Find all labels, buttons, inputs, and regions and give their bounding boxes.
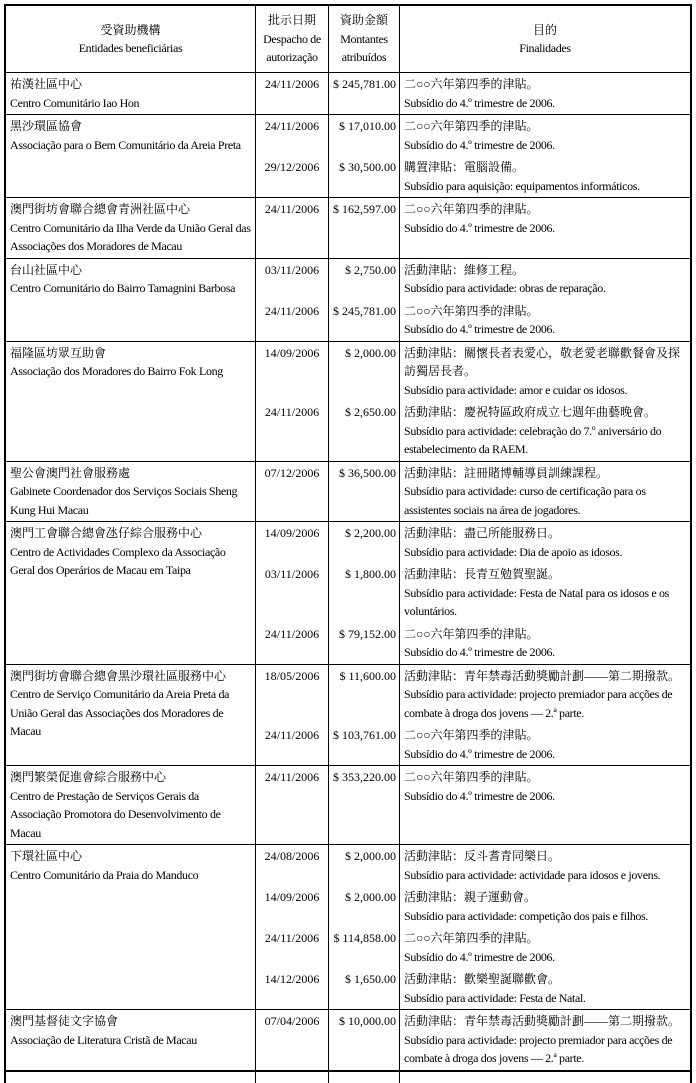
grant-amount: $ 1,800.00: [329, 563, 400, 623]
grant-purpose: [400, 766, 690, 844]
purpose-zh: 活動津貼：歡樂聖誕聯歡會。: [404, 972, 561, 986]
grant-amount: $ 114,858.00: [329, 927, 400, 968]
grant-amount: $ 36,500.00: [329, 462, 400, 522]
grant-purpose: [400, 886, 690, 927]
col-header-date: [256, 6, 329, 72]
cutoff-amount-cell: [329, 1072, 400, 1083]
entity-name-zh: 澳門街坊會聯合總會黑沙環社區服務中心: [10, 668, 227, 683]
grant-purpose: [400, 198, 690, 258]
grant-date: 24/11/2006: [256, 927, 329, 968]
grant-amount: $ 10,000.00: [329, 1010, 400, 1070]
entity-name-zh: 聖公會澳門社會服務處: [10, 465, 131, 480]
purpose-zh: 二○○六年第四季的津貼。: [404, 626, 539, 641]
entity-cell: [6, 766, 256, 844]
purpose-zh: 活動津貼：維修工程。: [404, 262, 525, 277]
table-row: [6, 198, 690, 259]
grant-date: 24/11/2006: [256, 115, 329, 156]
purpose-zh: 活動津貼：青年禁毒活動獎勵計劃——第二期撥款。: [404, 1014, 681, 1028]
table-body: [6, 73, 690, 1072]
purpose-pt: Subsídio para aquisição: equipamentos informáticos.: [404, 178, 640, 193]
grant-purpose: [400, 1010, 690, 1070]
grant-amount: $ 103,761.00: [329, 724, 400, 765]
table-row: [6, 845, 690, 1010]
grant-amount: $ 245,781.00: [329, 300, 400, 341]
grant-date: 24/11/2006: [256, 300, 329, 341]
entity-cell: [6, 845, 256, 1009]
entity-name-pt: Centro de Serviço Comunitário da Areia Preta da União Geral das Associações dos Moradores de Macau: [10, 687, 230, 738]
grant-amount: $ 2,000.00: [329, 845, 400, 886]
grant-amount: $ 1,650.00: [329, 968, 400, 1009]
purpose-zh: 活動津貼：註冊賭博輔導員訓練課程。: [404, 465, 609, 480]
entity-name-pt: Centro Comunitário do Bairro Tamagnini Barbosa: [10, 281, 236, 295]
purpose-zh: 活動津貼：親子運動會。: [404, 890, 537, 904]
col-header-amount: [329, 6, 400, 72]
grant-date: 14/09/2006: [256, 342, 329, 402]
grant-purpose: [400, 342, 690, 402]
table-row: [6, 665, 690, 767]
purpose-zh: 二○○六年第四季的津貼。: [404, 931, 539, 945]
entity-name-zh: 澳門繁榮促進會綜合服務中心: [10, 770, 167, 784]
purpose-zh: 活動津貼：長青互勉賀聖誕。: [404, 567, 561, 581]
col-header-entity-pt: Entidades beneficiárias: [78, 41, 183, 55]
purpose-pt: Subsídio para actividade: competição dos pais e filhos.: [404, 908, 649, 923]
purpose-pt: Subsídio do 4.º trimestre de 2006.: [404, 220, 555, 235]
grant-date: 24/11/2006: [256, 766, 329, 844]
entity-name-pt: Gabinete Coordenador dos Serviços Sociais Sheng Kung Hui Macau: [10, 484, 238, 517]
purpose-zh: 購置津貼：電腦設備。: [404, 160, 525, 174]
entity-cell: [6, 462, 256, 522]
entity-cell: [6, 73, 256, 114]
purpose-zh: 活動津貼：反斗耆青同樂日。: [404, 849, 561, 863]
cutoff-date-cell: [256, 1072, 329, 1083]
entity-name-pt: Associação dos Moradores do Bairro Fok Long: [10, 364, 223, 378]
cutoff-purpose-cell: [400, 1072, 690, 1083]
col-header-entity: [6, 6, 256, 72]
table-row: [6, 342, 690, 462]
entity-name-pt: Centro Comunitário da Praia do Manduco: [10, 867, 199, 882]
purpose-pt: Subsídio do 4.º trimestre de 2006.: [404, 788, 555, 803]
entity-name-zh: 澳門基督徒文字協會: [10, 1014, 119, 1028]
entity-name-pt: Centro Comunitário Iao Hon: [10, 95, 140, 110]
entity-name-zh: 澳門工會聯合總會氹仔綜合服務中心: [10, 526, 203, 540]
grant-date: 14/12/2006: [256, 968, 329, 1009]
grant-purpose: [400, 156, 690, 197]
purpose-pt: Subsídio do 4.º trimestre de 2006.: [404, 949, 555, 964]
entity-cell: [6, 115, 256, 197]
grant-purpose: [400, 401, 690, 461]
grant-purpose: [400, 522, 690, 563]
grant-amount: $ 245,781.00: [329, 73, 400, 114]
purpose-zh: 二○○六年第四季的津貼。: [404, 77, 539, 91]
purpose-pt: Subsídio do 4.º trimestre de 2006.: [404, 645, 555, 659]
purpose-pt: Subsídio para actividade: obras de reparação.: [404, 281, 606, 295]
grant-purpose: [400, 724, 690, 765]
purpose-pt: Subsídio para actividade: celebração do 7.º aniversário do estabelecimento da RAEM.: [404, 423, 662, 456]
purpose-zh: 活動津貼：關懷長者表愛心，敬老愛老聯歡餐會及探訪獨居長者。: [404, 345, 681, 378]
grant-amount: $ 2,650.00: [329, 401, 400, 461]
purpose-pt: Subsídio para actividade: Festa de Natal.: [404, 990, 586, 1005]
grant-amount: $ 2,000.00: [329, 342, 400, 402]
purpose-zh: 二○○六年第四季的津貼。: [404, 728, 539, 742]
purpose-pt: Subsídio para actividade: Festa de Natal para os idosos e os voluntários.: [404, 585, 669, 618]
grant-amount: $ 17,010.00: [329, 115, 400, 156]
entity-name-zh: 福隆區坊眾互助會: [10, 345, 107, 360]
grant-date: 24/11/2006: [256, 73, 329, 114]
col-header-amount-pt: Montantes atribuídos: [340, 31, 388, 65]
purpose-zh: 活動津貼：慶祝特區政府成立七週年曲藝晚會。: [404, 405, 657, 419]
purpose-pt: Subsídio do 4.º trimestre de 2006.: [404, 746, 555, 761]
cutoff-next-row: [6, 1072, 690, 1083]
grant-amount: $ 353,220.00: [329, 766, 400, 844]
grant-date: 29/12/2006: [256, 156, 329, 197]
grant-purpose: [400, 73, 690, 114]
grant-amount: $ 162,597.00: [329, 198, 400, 258]
purpose-zh: 活動津貼：青年禁毒活動獎勵計劃——第二期撥款。: [404, 668, 681, 683]
grant-date: 03/11/2006: [256, 259, 329, 300]
col-header-entity-zh: 受資助機構: [100, 22, 161, 37]
purpose-zh: 活動津貼：盡己所能服務日。: [404, 526, 561, 540]
purpose-pt: Subsídio para actividade: amor e cuidar os idosos.: [404, 382, 628, 397]
grant-amount: $ 79,152.00: [329, 623, 400, 664]
grant-purpose: [400, 300, 690, 341]
col-header-purpose: [400, 6, 690, 72]
col-header-amount-zh: 資助金額: [339, 13, 388, 28]
purpose-pt: Subsídio para actividade: curso de certificação para os assistentes sociais na área de jogadores.: [404, 484, 646, 517]
purpose-pt: Subsídio do 4.º trimestre de 2006.: [404, 95, 555, 110]
purpose-zh: 二○○六年第四季的津貼。: [404, 770, 539, 784]
grant-date: 18/05/2006: [256, 665, 329, 725]
purpose-pt: Subsídio para actividade: Dia de apoio as idosos.: [404, 544, 623, 559]
purpose-pt: Subsídio para actividade: projecto premiador para acções de combate à droga dos jovens — 2.ª parte.: [404, 687, 673, 720]
entity-name-zh: 祐漢社區中心: [10, 77, 83, 91]
entity-cell: [6, 665, 256, 766]
subsidy-table: [4, 4, 692, 1083]
entity-name-pt: Centro de Actividades Complexo da Associação Geral dos Operários de Macau em Taipa: [10, 544, 226, 577]
grant-date: 03/11/2006: [256, 563, 329, 623]
entity-name-pt: Associação de Literatura Cristã de Macau: [10, 1032, 197, 1047]
grant-date: 14/09/2006: [256, 886, 329, 927]
entity-name-zh: 澳門街坊會聯合總會青洲社區中心: [10, 202, 191, 216]
grant-purpose: [400, 462, 690, 522]
document-page: [0, 4, 696, 1065]
entity-name-zh: 黑沙環區協會: [10, 119, 83, 133]
col-header-purpose-zh: 目的: [532, 22, 557, 37]
purpose-zh: 二○○六年第四季的津貼。: [404, 202, 539, 216]
grant-amount: $ 11,600.00: [329, 665, 400, 725]
entity-name-pt: Associação para o Bem Comunitário da Areia Preta: [10, 137, 241, 152]
cutoff-entity-cell: [6, 1072, 256, 1083]
entity-cell: [6, 1010, 256, 1070]
grant-purpose: [400, 623, 690, 664]
grant-amount: $ 2,000.00: [329, 886, 400, 927]
grant-date: 24/11/2006: [256, 623, 329, 664]
table-header: [6, 6, 690, 73]
table-row: [6, 115, 690, 198]
grant-purpose: [400, 927, 690, 968]
grant-purpose: [400, 115, 690, 156]
col-header-date-pt: Despacho de autorização: [263, 31, 321, 65]
col-header-purpose-pt: Finalidades: [519, 41, 571, 55]
grant-purpose: [400, 665, 690, 725]
grant-date: 07/12/2006: [256, 462, 329, 522]
grant-date: 14/09/2006: [256, 522, 329, 563]
entity-cell: [6, 342, 256, 461]
purpose-pt: Subsídio para actividade: actividade para idosos e jovens.: [404, 867, 661, 882]
entity-cell: [6, 198, 256, 258]
grant-amount: $ 30,500.00: [329, 156, 400, 197]
grant-date: 24/08/2006: [256, 845, 329, 886]
grant-date: 24/11/2006: [256, 401, 329, 461]
purpose-zh: 二○○六年第四季的津貼。: [404, 119, 539, 133]
entity-name-zh: 下環社區中心: [10, 849, 83, 863]
purpose-pt: Subsídio para actividade: projecto premiador para acções de combate à droga dos jovens — 2.ª parte.: [404, 1032, 673, 1065]
purpose-pt: Subsídio do 4.º trimestre de 2006.: [404, 322, 555, 336]
grant-amount: $ 2,200.00: [329, 522, 400, 563]
entity-cell: [6, 522, 256, 664]
table-row: [6, 462, 690, 523]
table-row: [6, 766, 690, 845]
grant-date: 24/11/2006: [256, 198, 329, 258]
table-row: [6, 73, 690, 115]
col-header-date-zh: 批示日期: [267, 13, 316, 28]
entity-cell: [6, 259, 256, 341]
table-row: [6, 1010, 690, 1072]
table-row: [6, 522, 690, 665]
entity-name-pt: Centro Comunitário da Ilha Verde da União Geral das Associações dos Moradores de Macau: [10, 220, 251, 253]
entity-name-pt: Centro de Prestação de Serviços Gerais da Associação Promotora do Desenvolvimento de Macau: [10, 788, 221, 840]
grant-purpose: [400, 563, 690, 623]
grant-purpose: [400, 845, 690, 886]
table-row: [6, 259, 690, 342]
grant-date: 24/11/2006: [256, 724, 329, 765]
entity-name-zh: 台山社區中心: [10, 262, 83, 277]
grant-date: 07/04/2006: [256, 1010, 329, 1070]
grant-purpose: [400, 968, 690, 1009]
grant-purpose: [400, 259, 690, 300]
purpose-zh: 二○○六年第四季的津貼。: [404, 303, 539, 318]
grant-amount: $ 2,750.00: [329, 259, 400, 300]
purpose-pt: Subsídio do 4.º trimestre de 2006.: [404, 137, 555, 152]
